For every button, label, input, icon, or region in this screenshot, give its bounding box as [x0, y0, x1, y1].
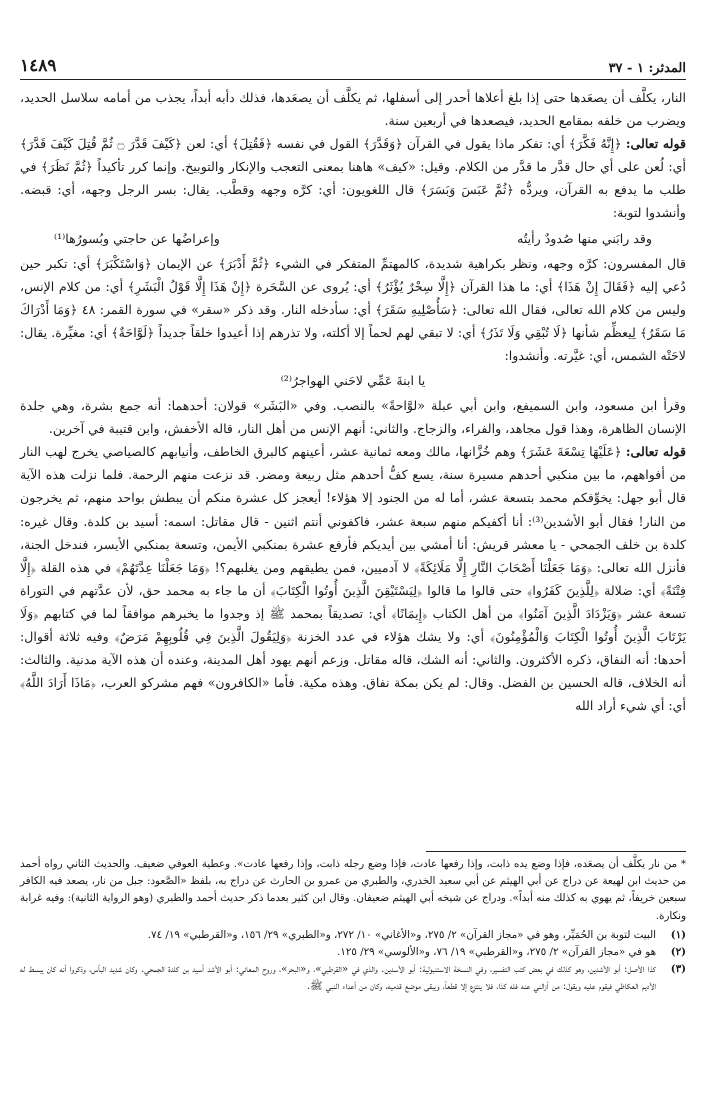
footnote-text: كذا الأصل: أبو الأشدين، وهو كذلك في بعض كتب التفسير، وفي النسخة الاستنبولية: أبو الأسدين. والذي في «القرطبي»، و«البحر»، وروح المعاني: أبو الأشد أسيد بن كلدة الجمحي. وكان شديد البأس، وذكروا أنه كان يبسط له الأديم العكاظي فيقوم عليه ويقول: من أزالني عنه فله كذا، فلا ينتزع إلا قطعاً، ويبقى موضع قدميه، وكان من أعداء النبي ﷺ.	[20, 963, 656, 993]
paragraph-4	[20, 394, 686, 440]
paragraph-1	[20, 86, 686, 132]
running-title: المدثر: ١ - ٣٧	[608, 61, 686, 76]
footnotes	[20, 856, 686, 996]
poetry-verse-2	[20, 369, 686, 392]
paragraph-text: ﴿عَلَيْهَا تِسْعَةَ عَشَرَ﴾ وهم خُزَّانها، مالك ومعه ثمانية عشر، أعينهم كالبرق الخاطف، وأنيابهم كالصياصي يخرج لهب النار من أفواههم، ما بين منكبي أحدهم مسيرة سنة، يسع كفُّ أحدهم مثل ربيعة ومضر. قد نزعت منهم الرحمة. فلما نزلت هذه الآية قال أبو جهل: يخوِّفكم محمد بتسعة عشر، أما له من الجنود إلا هؤلاء! أيعجز كل عشرة منكم أن يبطش بواحد منهم، ثم يخرجون من النار! فقال أبو الأشدين⁽³⁾: أنا أكفيكم منهم سبعة عشر، فاكفوني أنتم اثنين - قال مقاتل: اسمه: أسيد بن كلدة. وقال غيره: كلدة بن خلف الجمحي - يا معشر قريش: أنا أمشي بين أيديكم فأرفع عشرة بمنكبي الأيمن، وتسعة بمنكبي الأيسر، فندخل الجنة، فأنزل الله تعالى: ﴿وَمَا جَعَلْنَا أَصْحَابَ النَّارِ إِلَّا مَلَائِكَةً﴾ لا آدميين، فمن يطيقهم ومن يغلبهم؟! ﴿وَمَا جَعَلْنَا عِدَّتَهُمْ﴾ في هذه القلة ﴿إِلَّا فِتْنَةً﴾ أي: ضلالة ﴿لِلَّذِينَ كَفَرُوا﴾ حتى قالوا ما قالوا ﴿لِيَسْتَيْقِنَ الَّذِينَ أُوتُوا الْكِتَابَ﴾ أن ما جاء به محمد حق، لأن عدَّتهم في التوراة تسعة عشر ﴿وَيَزْدَادَ الَّذِينَ آمَنُوا﴾ من أهل الكتاب ﴿إِيمَانًا﴾ أي: تصديقاً بمحمد ﷺ إذ وجدوا ما يخبرهم موافقاً لما في كتابهم ﴿وَلَا يَرْتَابَ الَّذِينَ أُوتُوا الْكِتَابَ وَالْمُؤْمِنُونَ﴾ أي: ولا يشك هؤلاء في عدد الخزنة ﴿وَلِيَقُولَ الَّذِينَ فِي قُلُوبِهِمْ مَرَضٌ﴾ وفيه ثلاثة أقوال: أحدها: أنه النفاق، ذكره الأكثرون. والثاني: أنه الشك، قاله مقاتل. وزعم أنهم يهود أهل المدينة، وعنده أن هذه الآية مدنية. والثالث: أنه الخلاف، قاله الحسين بن الفضل. وقال: لم يكن بمكة نفاق. وهذه مكية. فأما «الكافرون» فهم مشركو العرب، ﴿مَاذَا أَرَادَ اللَّهُ﴾ أي: أي شيء أراد الله	[20, 444, 686, 714]
footnote-text: هو في «مجاز القرآن» ٢/ ٢٧٥، و«القرطبي» ١٩/ ٧٦، و«الألوسي» ٢٩/ ١٢٥.	[336, 946, 656, 959]
main-text	[20, 86, 686, 717]
paragraph-text: ﴿إِنَّهُ فَكَّرَ﴾ أي: تفكر ماذا يقول في القرآن ﴿وَقَدَّرَ﴾ القول في نفسه ﴿فَقُتِلَ﴾ أي: لعن ﴿كَيْفَ قَدَّرَ ۝ ثُمَّ قُتِلَ كَيْفَ قَدَّرَ﴾ أي: لُعن على أي حال قدَّر ما قدَّر من الكلام. وقيل: «كيف» هاهنا بمعنى التعجب والإنكار والتوبيخ. وإنما كرر تأكيداً ﴿ثُمَّ نَظَرَ﴾ في طلب ما يدفع به القرآن، ويردُّه ﴿ثُمَّ عَبَسَ وَبَسَرَ﴾ قال اللغويون: أي: كرَّه وجهه وقطَّب. يقال: بسر الرجل وجهه، أي: قبضه. وأنشدوا لتوبة:	[20, 136, 686, 221]
footnote-number: (١)	[670, 928, 686, 941]
paragraph-text: النار، يكلَّف أن يصعَدها حتى إذا بلغ أعلاها أحدر إلى أسفلها، ثم يكلَّف أن يصعَدها، فذلك دأبه أبداً، يجذب من أمامه سلاسل الحديد، ويضرب من خلفه بمقامع الحديد، فيصعدها في أربعين سنة.	[20, 90, 686, 129]
paragraph-lead: قوله تعالى:	[625, 444, 686, 460]
paragraph-3	[20, 252, 686, 367]
paragraph-5	[20, 440, 686, 717]
footnote-number: (٢)	[670, 946, 686, 959]
verse-hemistich-second: وإعراضُها عن حاجتي وبُسورُها⁽¹⁾	[54, 230, 220, 246]
verse-line: يا ابنةَ عَمِّي لاحَني الهواجرُ⁽²⁾	[280, 373, 426, 389]
verse-hemistich-first: وقد رابَني منها صُدودٌ رأيتُه	[517, 230, 652, 246]
paragraph-lead: قوله تعالى:	[625, 136, 686, 152]
footnote-star: * من نار يكلَّف أن يصعَده، فإذا وضع يده ذابت، وإذا رفعها عادت، فإذا وضع رجله ذابت، وإذا رفعها عادت». وعطية العوفي ضعيف. والحديث الثاني رواه أحمد من حديث ابن لهيعة عن دراج عن أبي الهيثم عن أبي سعيد الخدري، والطبري من عمرو بن الحارث عن دراج به، بلفظ «الصَّعود: جبل من نار، يصعد فيه الكافر سبعين خريفاً، ثم يهوي به كذلك منه أبداً». ودراج عن شيخه أبي الهيثم ضعيفان. وقال ابن كثير بعدما ذكر حديث أحمد والطبري (وهو الرواية الثانية): وفيه غرابة ونكارة.	[20, 858, 686, 922]
paragraph-text: وقرأ ابن مسعود، وابن السميفع، وابن أبي عبلة «لوَّاحةً» بالنصب. وفي «البَشَر» قولان: أحدهما: أنه جمع بشرة، وهي جلدة الإنسان الظاهرة، وهذا قول مجاهد، والفراء، والزجاج. والثاني: أنهم الإنس من أهل النار، قاله الأخفش، وابن قتيبة في آخرين.	[20, 398, 686, 437]
footnote-item	[20, 927, 686, 944]
footnote-divider	[426, 851, 686, 852]
footnote-item	[20, 944, 686, 961]
footnote-text: البيت لتوبة بن الحُمَيِّر، وهو في «مجاز القرآن» ٢/ ٢٧٥، و«الأغاني» ١٠/ ٢٧٢، و«الطبري» ٢٩/ ١٥٦، و«القرطبي» ١٩/ ٧٤.	[147, 928, 656, 941]
poetry-verse-1	[20, 227, 686, 250]
footnote-number: (٣)	[670, 963, 686, 976]
page-number: ١٤٨٩	[20, 56, 57, 76]
footnote-item	[20, 961, 686, 995]
page-header	[20, 52, 686, 80]
footnote-list	[20, 927, 686, 996]
paragraph-2	[20, 132, 686, 224]
paragraph-text: قال المفسرون: كرَّه وجهه، ونظر بكراهية شديدة، كالمهتمِّ المتفكر في الشيء ﴿ثُمَّ أَدْبَرَ﴾ عن الإيمان ﴿وَاسْتَكْبَرَ﴾ أي: تكبر حين دُعي إليه ﴿فَقَالَ إِنْ هَذَا﴾ أي: ما هذا القرآن ﴿إِلَّا سِحْرٌ يُؤْثَرُ﴾ أي: يُروى عن السَّحَرة ﴿إِنْ هَذَا إِلَّا قَوْلُ الْبَشَرِ﴾ أي: من كلام الإنس، وليس من كلام الله تعالى، فقال الله تعالى: ﴿سَأُصْلِيهِ سَقَرَ﴾ أي: سأدخله النار. وقد ذكر «سقر» في سورة القمر: ٤٨ ﴿وَمَا أَدْرَاكَ مَا سَقَرُ﴾ لِيعظِّم شأنها ﴿لَا تُبْقِي وَلَا تَذَرُ﴾ أي: لا تبقي لهم لحماً إلا أكلته، ولا تذرهم إذا أعيدوا خلقاً جديداً ﴿لَوَّاحَةٌ﴾ أي: مغيِّرة. يقال: لاحَتْه الشمس، أي: غيَّرته. وأنشدوا:	[20, 255, 686, 363]
